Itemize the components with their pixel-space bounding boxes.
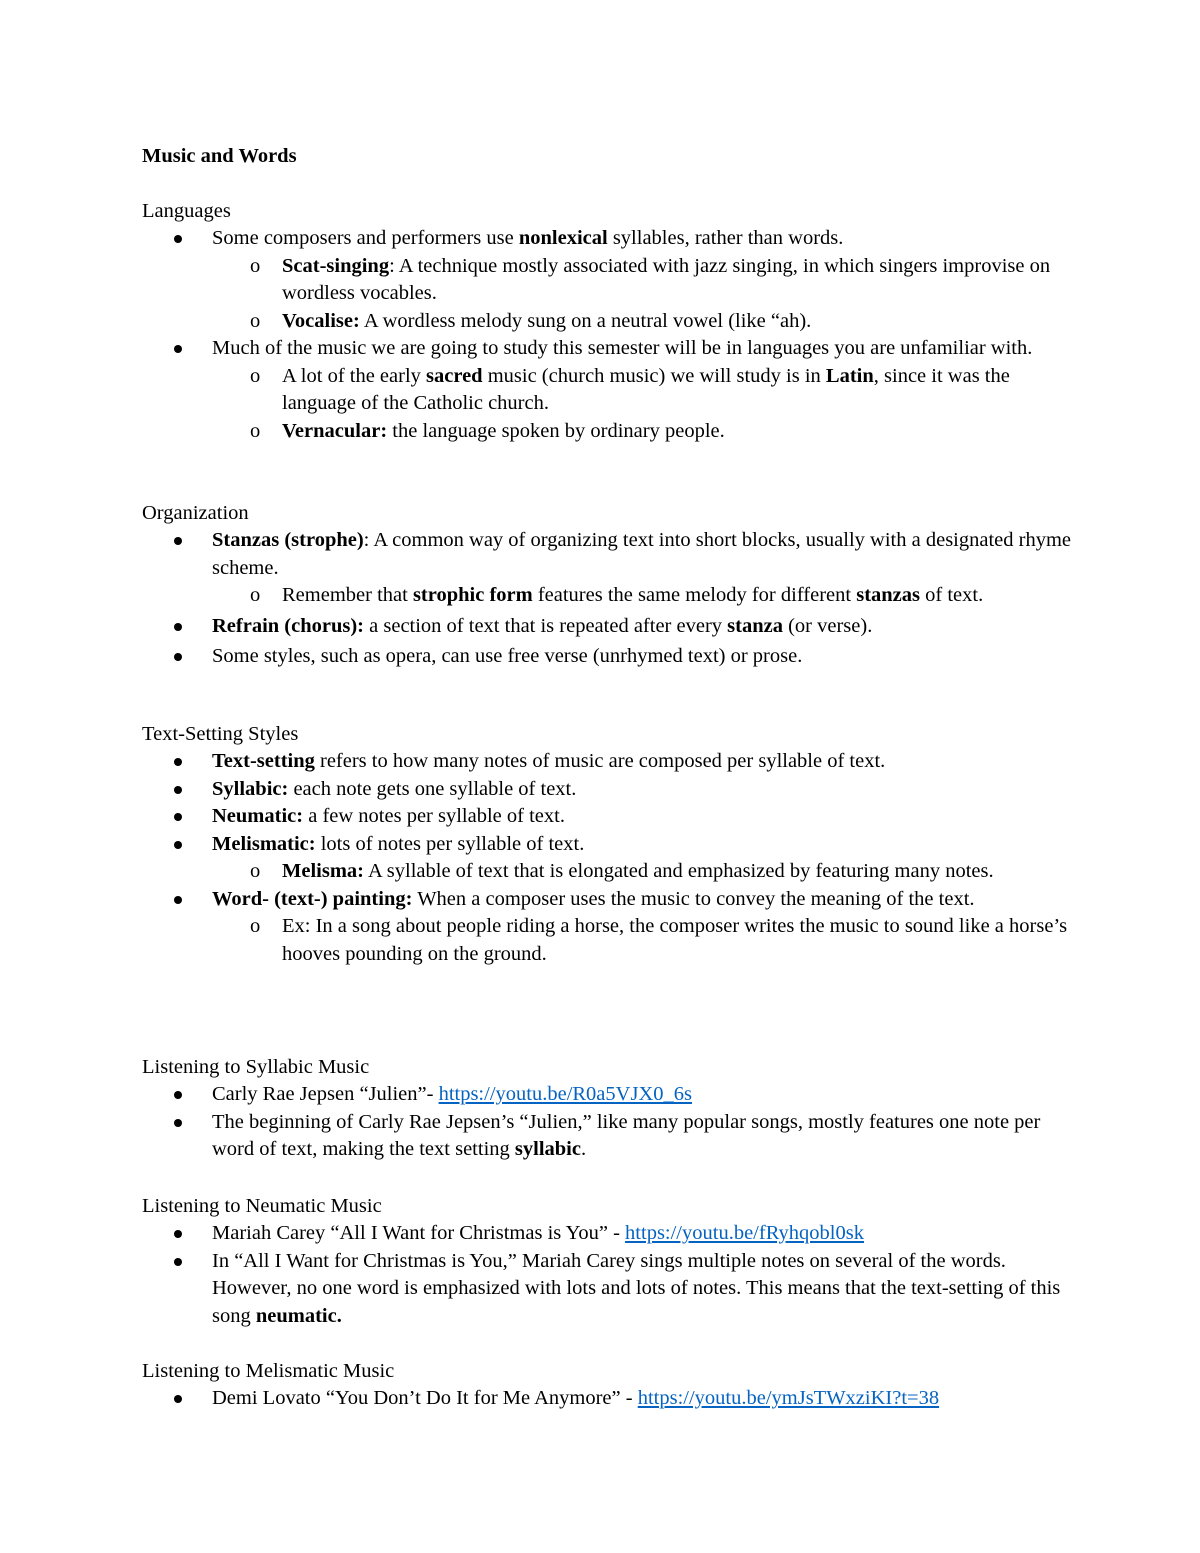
bullet-icon <box>174 896 182 904</box>
circle-bullet-icon: o <box>250 419 261 442</box>
circle-bullet-icon: o <box>250 309 261 332</box>
circle-bullet-icon: o <box>250 364 261 387</box>
list-item: Some styles, such as opera, can use free verse (unrhymed text) or prose. <box>142 643 1072 671</box>
list-item: Text-setting refers to how many notes of music are composed per syllable of text. <box>142 748 1072 776</box>
melismatic-list <box>142 1385 1072 1413</box>
sublist-container <box>142 253 1072 336</box>
sublist-container <box>142 363 1072 446</box>
sublist-container <box>142 582 1072 610</box>
section-syllabic-listening <box>142 1053 1072 1164</box>
christmas-video-link[interactable]: https://youtu.be/fRyhqobl0sk <box>625 1222 864 1244</box>
sublist-item: o Melisma: A syllable of text that is elongated and emphasized by featuring many notes. <box>212 858 1072 886</box>
sublist-item: o Vocalise: A wordless melody sung on a neutral vowel (like “ah). <box>212 308 1072 336</box>
bullet-icon <box>174 1258 182 1266</box>
section-languages <box>142 197 1072 445</box>
section-organization <box>142 499 1072 671</box>
list-item: Some composers and performers use nonlexical syllables, rather than words. <box>142 225 1072 253</box>
list-item: The beginning of Carly Rae Jepsen’s “Julien,” like many popular songs, mostly features one note per word of text, making the text setting syllabic. <box>142 1109 1072 1164</box>
sublist-item: o Scat-singing: A technique mostly associated with jazz singing, in which singers improvise on wordless vocables. <box>250 254 1051 304</box>
circle-bullet-icon: o <box>250 254 261 277</box>
list-item: Carly Rae Jepsen “Julien”- https://youtu.be/R0a5VJX0_6s <box>142 1081 1072 1109</box>
sublist <box>212 858 1072 886</box>
bullet-icon <box>174 1230 182 1238</box>
bullet-icon <box>174 786 182 794</box>
list-item: Stanzas (strophe): A common way of organizing text into short blocks, usually with a designated rhyme scheme. <box>142 527 1072 582</box>
bullet-icon <box>174 841 182 849</box>
sublist-container <box>142 858 1072 886</box>
sublist-item: o A lot of the early sacred music (church music) we will study is in Latin, since it was the language of the Catholic church. <box>250 364 1010 414</box>
languages-list <box>142 225 1072 445</box>
demi-lovato-video-link[interactable]: https://youtu.be/ymJsTWxziKI?t=38 <box>637 1387 940 1409</box>
list-item: Mariah Carey “All I Want for Christmas is You” - https://youtu.be/fRyhqobl0sk <box>142 1220 1072 1248</box>
syllabic-list <box>142 1081 1072 1164</box>
section-text-setting <box>142 720 1072 968</box>
section-heading-languages: Languages <box>142 200 231 222</box>
bullet-icon <box>174 537 182 545</box>
circle-bullet-icon: o <box>250 860 261 882</box>
bullet-icon <box>174 235 182 243</box>
list-item: Refrain (chorus): a section of text that is repeated after every stanza (or verse). <box>142 613 1072 641</box>
neumatic-list <box>142 1220 1072 1330</box>
sublist <box>212 363 1072 446</box>
section-melismatic-listening <box>142 1357 1072 1413</box>
sublist <box>212 913 1072 968</box>
circle-bullet-icon: o <box>250 915 261 937</box>
julien-video-link[interactable]: https://youtu.be/R0a5VJX0_6s <box>438 1083 692 1105</box>
section-heading-text-setting: Text-Setting Styles <box>142 723 299 745</box>
list-item: Demi Lovato “You Don’t Do It for Me Anymore” - https://youtu.be/ymJsTWxziKI?t=38 <box>142 1385 1072 1413</box>
document-title: Music and Words <box>142 145 297 167</box>
list-item: Neumatic: a few notes per syllable of text. <box>142 803 1072 831</box>
section-neumatic-listening <box>142 1192 1072 1330</box>
section-heading-melismatic: Listening to Melismatic Music <box>142 1360 395 1382</box>
bullet-icon <box>174 813 182 821</box>
circle-bullet-icon: o <box>250 584 261 606</box>
sublist-item: o Remember that strophic form features the same melody for different stanzas of text. <box>212 582 1072 610</box>
bullet-icon <box>174 623 182 631</box>
list-item: Word- (text-) painting: When a composer uses the music to convey the meaning of the text. <box>142 886 1072 914</box>
bullet-icon <box>174 653 182 661</box>
section-heading-syllabic: Listening to Syllabic Music <box>142 1056 370 1078</box>
sublist-item: o Ex: In a song about people riding a horse, the composer writes the music to sound like a horse’s hooves pounding on the ground. <box>250 915 1068 965</box>
sublist-container <box>142 913 1072 968</box>
section-heading-organization: Organization <box>142 502 249 524</box>
document-title-section <box>142 142 1072 170</box>
organization-list <box>142 527 1072 671</box>
bullet-icon <box>174 1119 182 1127</box>
sublist-item: o Vernacular: the language spoken by ordinary people. <box>212 418 1072 446</box>
bullet-icon <box>174 758 182 766</box>
text-setting-list <box>142 748 1072 968</box>
sublist <box>212 582 1072 610</box>
sublist <box>212 253 1072 336</box>
bullet-icon <box>174 1395 182 1403</box>
list-item: In “All I Want for Christmas is You,” Mariah Carey sings multiple notes on several of the words. However, no one word is emphasized with lots and lots of notes. This means that the text-setting of this song neumatic. <box>142 1248 1072 1331</box>
list-item: Syllabic: each note gets one syllable of text. <box>142 776 1072 804</box>
list-item: Much of the music we are going to study this semester will be in languages you are unfamiliar with. <box>142 335 1072 363</box>
bullet-icon <box>174 1091 182 1099</box>
section-heading-neumatic: Listening to Neumatic Music <box>142 1195 382 1217</box>
bullet-icon <box>174 345 182 353</box>
list-item: Melismatic: lots of notes per syllable of text. <box>142 831 1072 859</box>
